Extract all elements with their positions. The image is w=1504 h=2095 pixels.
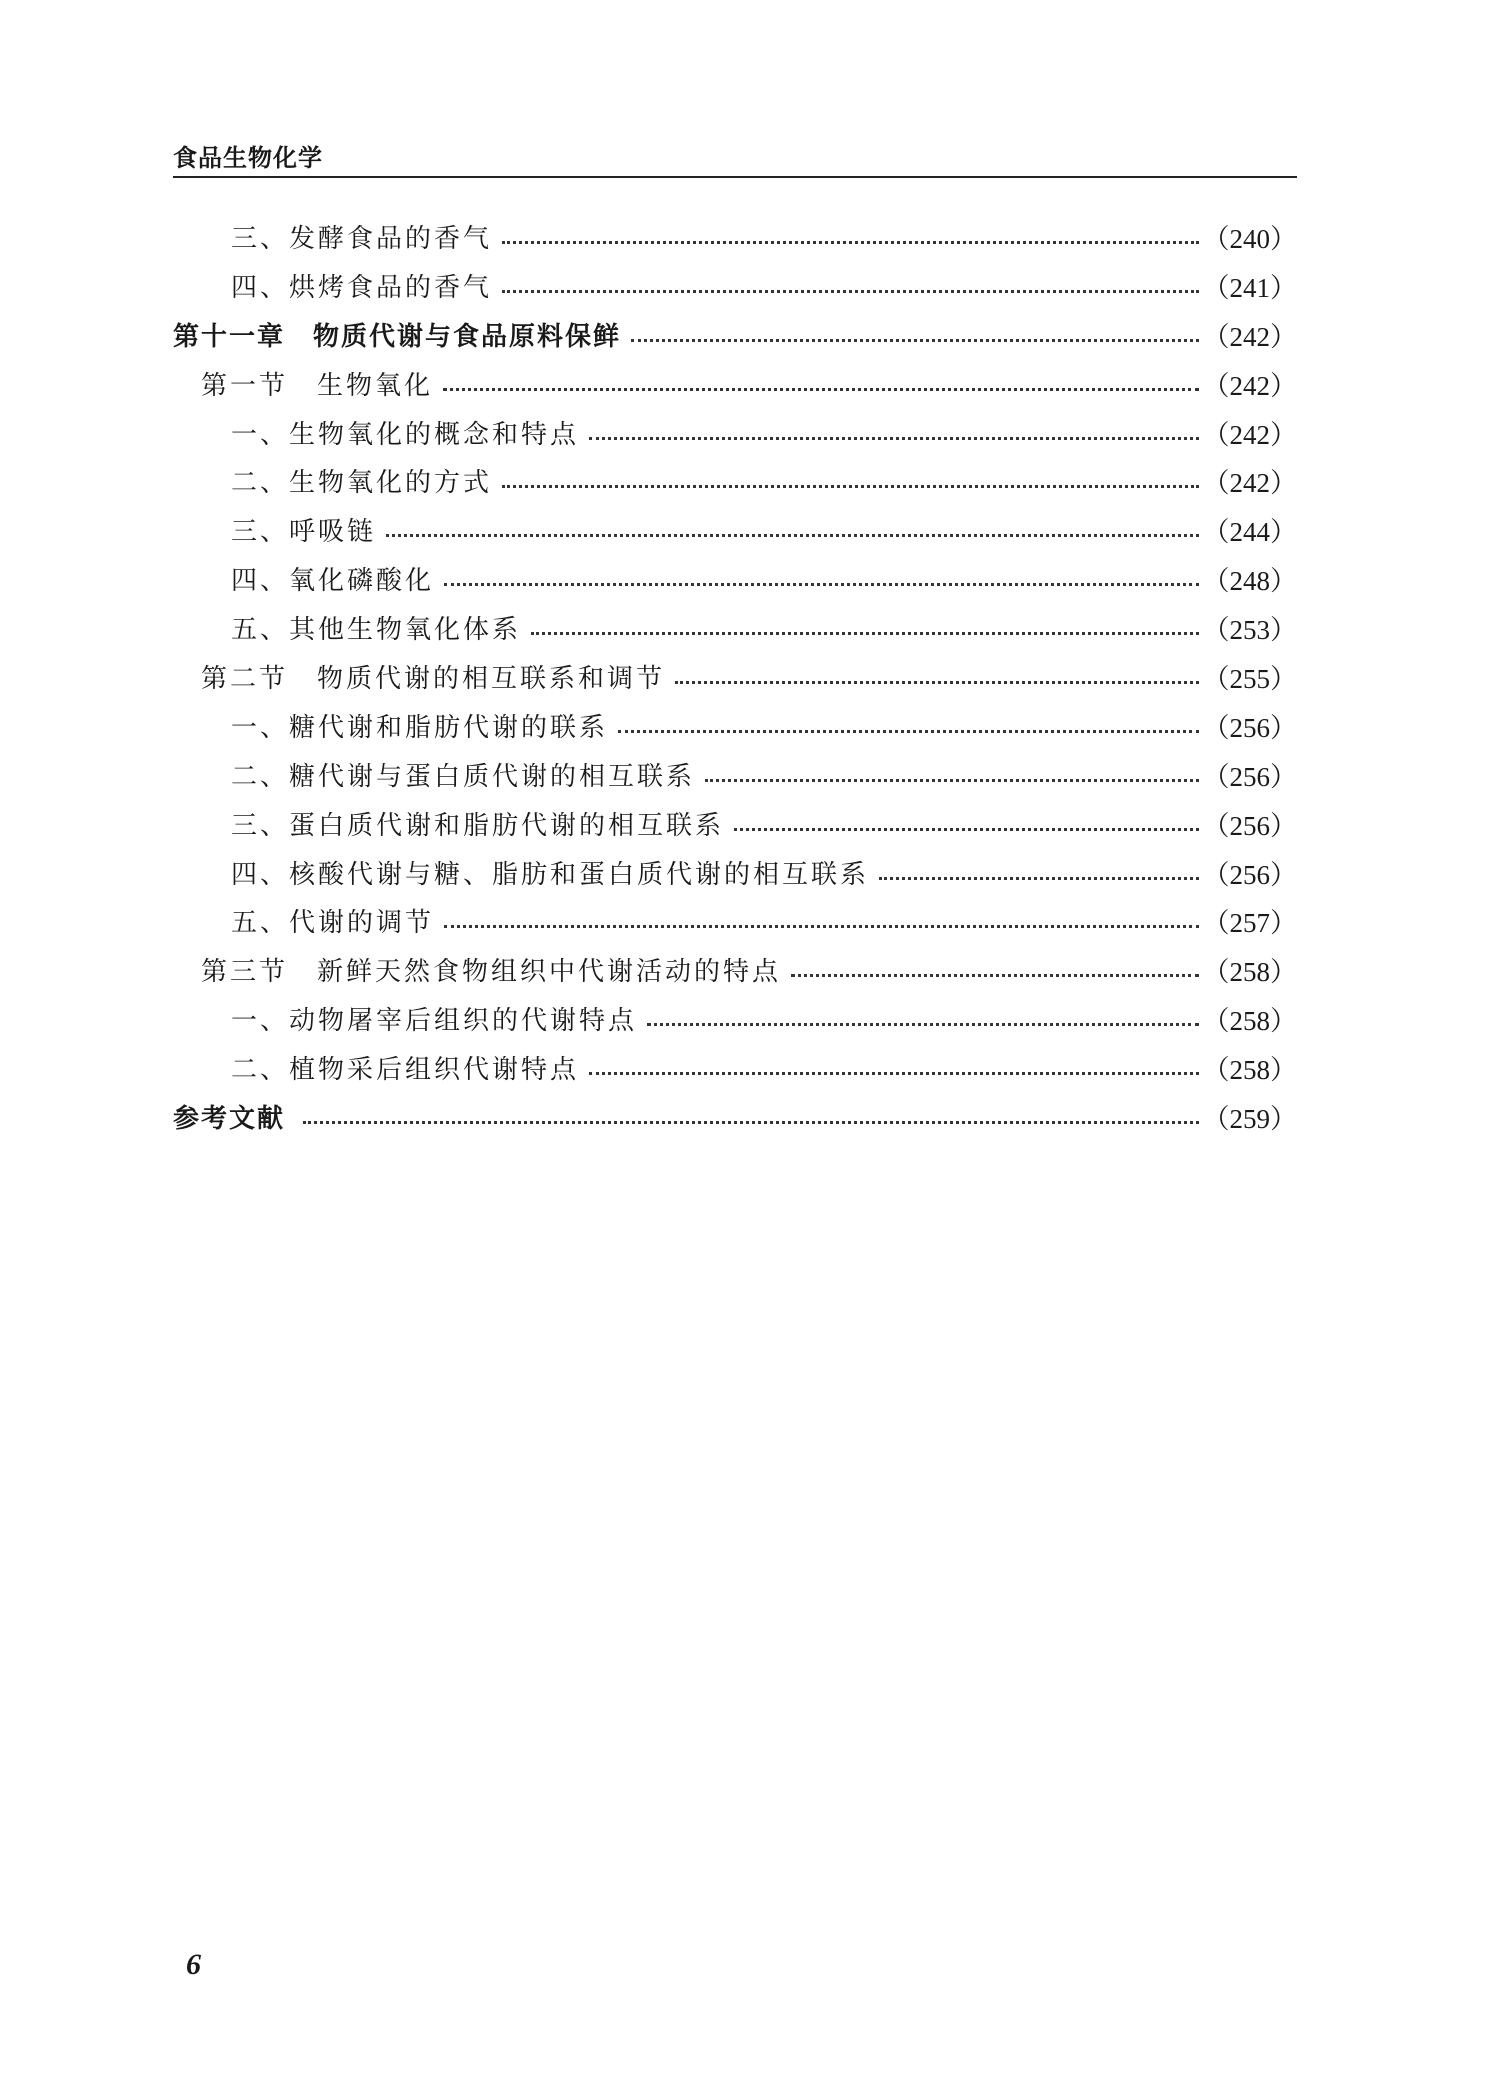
dot-leader [502, 241, 1198, 244]
toc-entry-item [173, 408, 1297, 457]
toc-entry-item [173, 261, 1297, 310]
toc-entry-page-number: （256） [1202, 859, 1297, 890]
toc-entry-label: 四、核酸代谢与糖、脂肪和蛋白质代谢的相互联系 [231, 859, 870, 890]
dot-leader [734, 828, 1198, 831]
toc-entry-label: 三、蛋白质代谢和脂肪代谢的相互联系 [231, 810, 725, 841]
dot-leader [879, 877, 1198, 880]
toc-entry-page-number: （256） [1202, 761, 1297, 792]
toc-entry-label: 四、烘烤食品的香气 [231, 272, 493, 303]
toc-entry-section [173, 652, 1297, 701]
toc-entry-label: 二、糖代谢与蛋白质代谢的相互联系 [231, 761, 696, 792]
toc-entry-page-number: （259） [1202, 1103, 1297, 1134]
toc-entry-section [173, 359, 1297, 408]
toc-entry-page-number: （242） [1202, 468, 1297, 499]
toc-entry-page-number: （256） [1202, 810, 1297, 841]
dot-leader [647, 1023, 1198, 1026]
dot-leader [675, 681, 1198, 684]
toc-entry-label: 二、植物采后组织代谢特点 [231, 1055, 580, 1086]
toc-entry-page-number: （256） [1202, 712, 1297, 743]
dot-leader [589, 1072, 1198, 1075]
toc-entry-page-number: （257） [1202, 908, 1297, 939]
toc-entry-item [173, 554, 1297, 603]
toc-entry-page-number: （253） [1202, 615, 1297, 646]
dot-leader [589, 437, 1198, 440]
toc-entry-item [173, 603, 1297, 652]
dot-leader [502, 290, 1198, 293]
toc-entry-page-number: （258） [1202, 957, 1297, 988]
toc-entry-item [173, 994, 1297, 1043]
dot-leader [705, 779, 1198, 782]
toc-entry-item [173, 848, 1297, 897]
toc-entry-label: 一、生物氧化的概念和特点 [231, 419, 580, 450]
page-number: 6 [186, 1948, 201, 1981]
dot-leader [791, 974, 1198, 977]
toc-entry-page-number: （240） [1202, 223, 1297, 254]
toc-entry-page-number: （258） [1202, 1006, 1297, 1037]
toc-entry-item [173, 505, 1297, 554]
dot-leader [303, 1121, 1198, 1124]
toc-entry-page-number: （242） [1202, 321, 1297, 352]
toc-entry-chapter [173, 310, 1297, 359]
toc-entry-label: 第三节 新鲜天然食物组织中代谢活动的特点 [201, 957, 782, 988]
dot-leader [618, 730, 1198, 733]
toc-entry-item [173, 701, 1297, 750]
toc-entry-page-number: （255） [1202, 663, 1297, 694]
toc-entry-label: 二、生物氧化的方式 [231, 468, 493, 499]
toc-entry-page-number: （258） [1202, 1055, 1297, 1086]
book-title: 食品生物化学 [173, 144, 323, 172]
toc-entry-page-number: （242） [1202, 370, 1297, 401]
toc-entry-label: 三、呼吸链 [231, 517, 377, 548]
dot-leader [531, 632, 1198, 635]
toc-entry-item [173, 799, 1297, 848]
toc-entry-label: 第十一章 物质代谢与食品原料保鲜 [173, 321, 622, 352]
toc-entry-item [173, 896, 1297, 945]
toc-entry-page-number: （242） [1202, 419, 1297, 450]
toc-entry-section [173, 945, 1297, 994]
toc-entry-label: 五、其他生物氧化体系 [231, 615, 522, 646]
toc-entry-page-number: （244） [1202, 517, 1297, 548]
toc-entry-page-number: （241） [1202, 272, 1297, 303]
toc-entry-label: 第二节 物质代谢的相互联系和调节 [201, 663, 666, 694]
dot-leader [502, 485, 1198, 488]
toc-entry-refs [173, 1092, 1297, 1141]
table-of-contents [173, 212, 1297, 1141]
toc-entry-label: 参考文献 [173, 1103, 286, 1134]
toc-entry-label: 三、发酵食品的香气 [231, 223, 493, 254]
dot-leader [443, 388, 1198, 391]
toc-entry-item [173, 212, 1297, 261]
toc-entry-label: 五、代谢的调节 [231, 908, 435, 939]
toc-entry-item [173, 456, 1297, 505]
toc-entry-label: 一、糖代谢和脂肪代谢的联系 [231, 712, 609, 743]
running-header [173, 142, 1297, 178]
dot-leader [386, 534, 1198, 537]
dot-leader [631, 339, 1198, 342]
toc-entry-label: 一、动物屠宰后组织的代谢特点 [231, 1006, 638, 1037]
toc-entry-label: 四、氧化磷酸化 [231, 566, 435, 597]
toc-entry-item [173, 750, 1297, 799]
toc-entry-item [173, 1043, 1297, 1092]
dot-leader [444, 583, 1198, 586]
toc-entry-page-number: （248） [1202, 566, 1297, 597]
dot-leader [444, 925, 1198, 928]
toc-entry-label: 第一节 生物氧化 [201, 370, 434, 401]
